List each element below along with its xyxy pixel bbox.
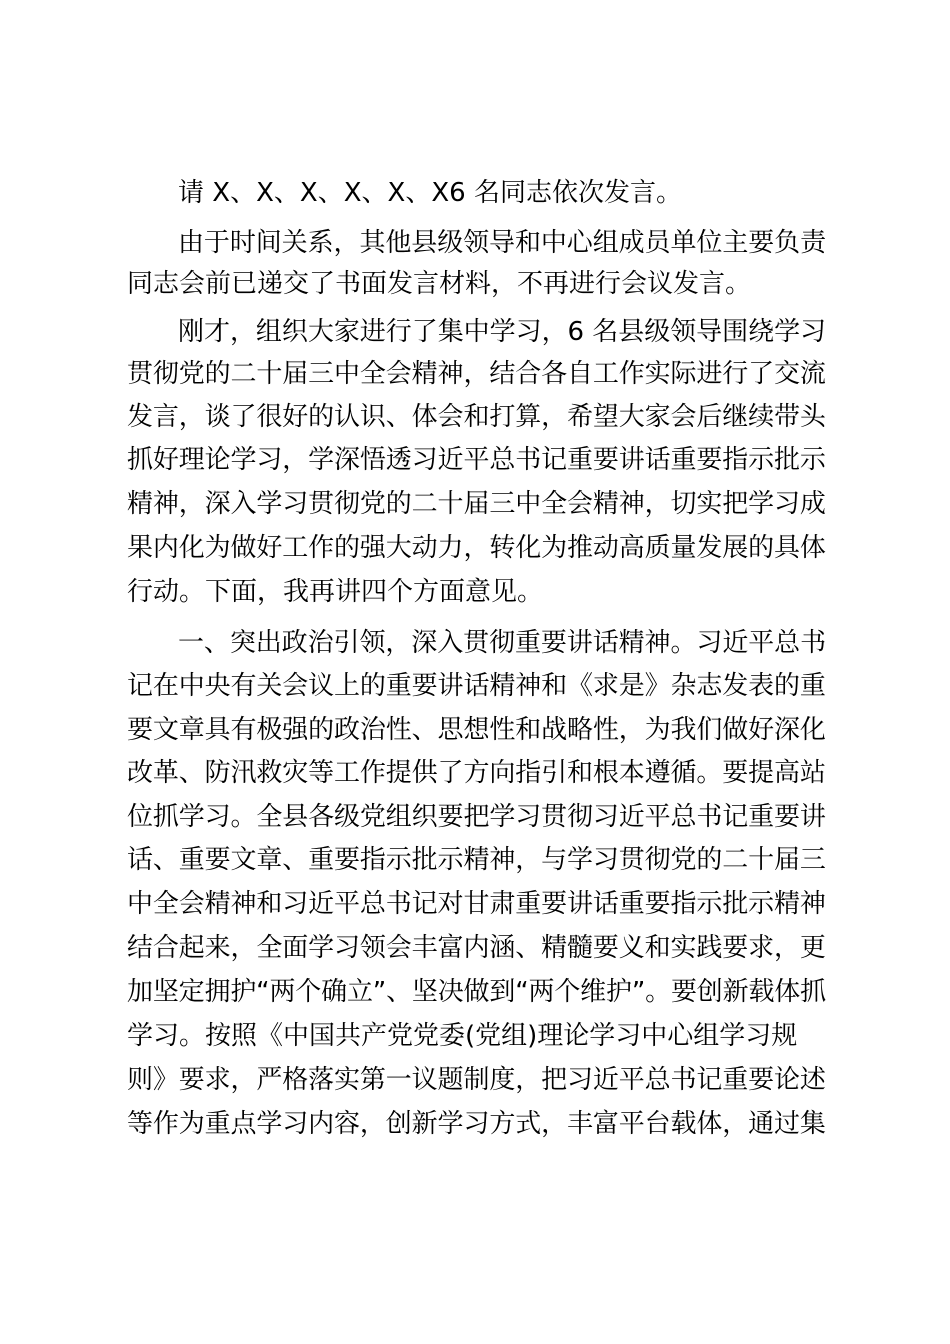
text-line: 果内化为做好工作的强大动力，转化为推动高质量发展的具体 xyxy=(127,533,826,563)
text-line: 记在中央有关会议上的重要讲话精神和《求是》杂志发表的重 xyxy=(127,671,826,701)
text-line: 由于时间关系，其他县级领导和中心组成员单位主要负责 xyxy=(178,228,827,258)
text-line: 刚才，组织大家进行了集中学习，6 名县级领导围绕学习 xyxy=(178,317,827,347)
text-line: 位抓学习。全县各级党组织要把学习贯彻习近平总书记重要讲 xyxy=(127,802,826,832)
text-line: 行动。下面，我再讲四个方面意见。 xyxy=(127,577,544,607)
text-line: 同志会前已递交了书面发言材料，不再进行会议发言。 xyxy=(127,269,752,299)
text-line: 等作为重点学习内容，创新学习方式，丰富平台载体，通过集 xyxy=(127,1109,826,1139)
text-line: 抓好理论学习，学深悟透习近平总书记重要讲话重要指示批示 xyxy=(127,445,826,475)
text-line: 发言，谈了很好的认识、体会和打算，希望大家会后继续带头 xyxy=(127,402,826,432)
text-line: 请 X、X、X、X、X、X6 名同志依次发言。 xyxy=(178,178,682,208)
text-line: 学习。按照《中国共产党党委(党组)理论学习中心组学习规 xyxy=(127,1021,798,1051)
text-line: 加坚定拥护“两个确立”、坚决做到“两个维护”。要创新载体抓 xyxy=(127,977,826,1007)
text-line: 贯彻党的二十届三中全会精神，结合各自工作实际进行了交流 xyxy=(127,359,826,389)
text-line: 结合起来，全面学习领会丰富内涵、精髓要义和实践要求，更 xyxy=(127,933,826,963)
text-line: 要文章具有极强的政治性、思想性和战略性，为我们做好深化 xyxy=(127,715,826,745)
text-line: 精神，深入学习贯彻党的二十届三中全会精神，切实把学习成 xyxy=(127,489,826,519)
text-line: 则》要求，严格落实第一议题制度，把习近平总书记重要论述 xyxy=(127,1065,826,1095)
text-line: 话、重要文章、重要指示批示精神，与学习贯彻党的二十届三 xyxy=(127,845,826,875)
text-line: 一、突出政治引领，深入贯彻重要讲话精神。习近平总书 xyxy=(178,628,827,658)
text-line: 中全会精神和习近平总书记对甘肃重要讲话重要指示批示精神 xyxy=(127,889,826,919)
text-line: 改革、防汛救灾等工作提供了方向指引和根本遵循。要提高站 xyxy=(127,758,826,788)
